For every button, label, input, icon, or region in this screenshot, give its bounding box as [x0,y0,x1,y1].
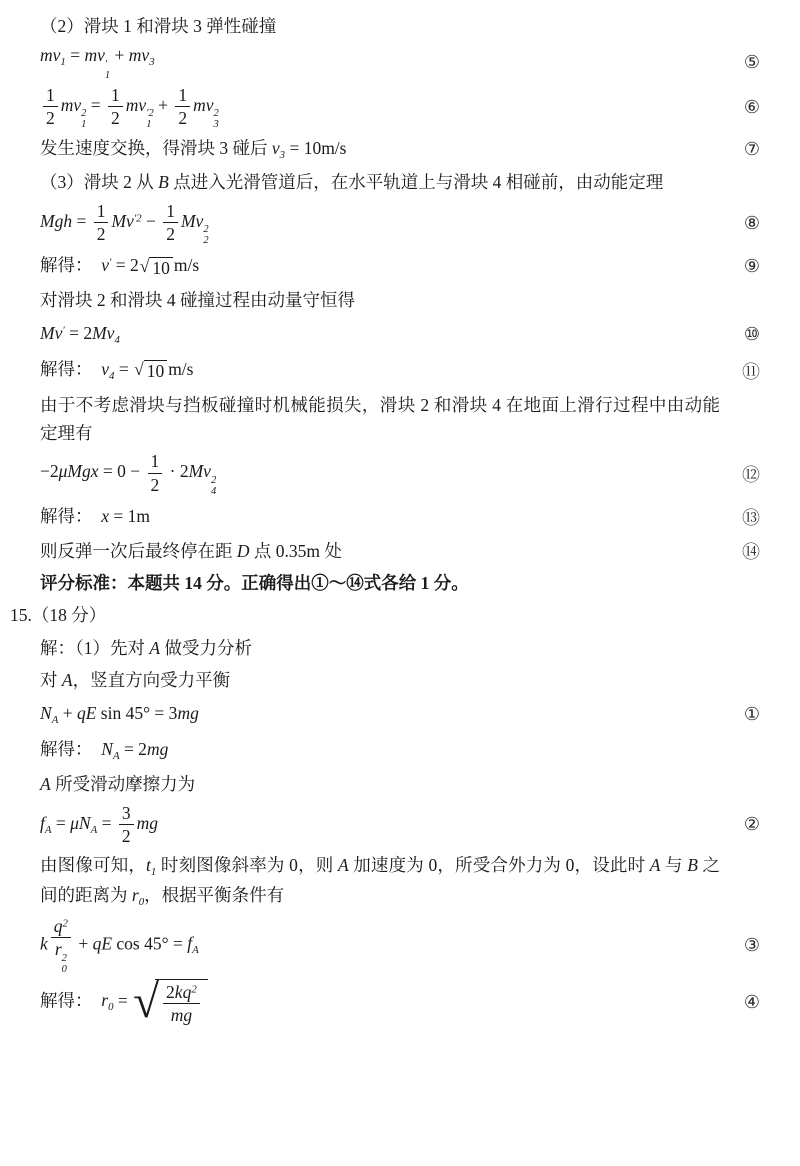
text-run: 3 [121,802,131,823]
radical-sign: √ [139,255,150,276]
math-sub: A [112,749,120,762]
text-run: = [113,990,133,1011]
math-var [70,812,98,836]
math-sub: 0 [138,896,145,909]
math-sub: 4 [210,485,217,497]
math-supsub [62,953,67,975]
text-run: 解得： [40,505,102,526]
math-var [101,358,115,382]
sqrt-body [144,360,168,381]
math-var [128,45,155,69]
math-sup: ′ [109,256,112,269]
math-var [177,703,198,723]
fraction-numerator [163,201,178,224]
text-run: + [153,94,173,115]
text-run: = [114,358,134,379]
line-content [40,738,720,763]
math-var-letter: kq [174,981,192,1002]
solution-lines [10,12,760,1028]
text-run: 10 [152,257,170,278]
formula-line [40,355,760,387]
text-run: = 1m [109,505,151,526]
math-var [40,812,52,836]
text-line [40,168,760,196]
line-content [40,702,720,727]
fraction-denominator [108,107,123,129]
text-run: · 2 [165,461,189,482]
math-fraction [163,201,178,245]
fraction-numerator [119,803,134,826]
formula-line [40,44,760,80]
equation-number: ⑬ [742,507,760,528]
fraction-numerator [163,982,200,1005]
math-sub: 2 [203,235,209,247]
math-var-letter: Mgh [40,210,73,231]
text-run: 则反弹一次后最终停在距 [40,540,237,561]
math-var-letter: mv [193,94,214,115]
math-sub: 1 [60,56,66,69]
math-sub: A [90,823,98,836]
line-content [40,803,720,847]
equation-number: ⑥ [743,96,760,117]
text-run: 发生速度交换，得滑块 3 碰后 [40,138,272,159]
math-var-letter: q [53,915,63,936]
math-var-letter: f [187,933,193,954]
math-var [147,739,168,759]
formula-line [40,451,760,496]
math-var-letter: Mv [111,210,134,231]
math-var-letter: v [271,138,280,159]
text-run: 2 [166,981,175,1002]
math-var-letter: mv [125,94,147,115]
math-fraction [43,85,58,129]
math-var-letter: mg [146,738,169,759]
line-content [10,601,720,629]
text-run: 解得： [40,990,102,1011]
math-supsub [146,108,154,130]
math-var [60,94,87,131]
math-sub: A [192,944,199,956]
math-fraction [94,201,109,245]
fraction-denominator [52,938,70,974]
text-run: 1 [150,451,160,472]
math-var-letter: Mv [188,461,211,482]
math-var [101,255,111,275]
math-var [125,94,154,131]
sqrt-body [149,257,173,278]
equation-number: ⑦ [743,138,760,159]
math-sup: ′2 [133,212,142,225]
text-line [40,666,760,694]
text-run: 2 [166,224,175,245]
formula-line [40,916,760,975]
math-var [40,211,72,231]
line-content [40,569,720,597]
text-run: cos 45° = [112,933,188,954]
equation-number: ③ [743,934,760,955]
math-fraction [108,85,123,129]
text-run: = 2 [64,322,93,343]
math-var-letter: N [40,702,52,723]
text-run: 对 [40,670,62,691]
line-content [40,666,720,694]
math-sub: 3 [279,148,286,161]
text-run: 由于不考虑滑块与挡板碰撞时机械能损失，滑块 2 和滑块 4 在地面上滑行过程中由动能定理有 [40,394,720,443]
math-sub: 4 [109,369,115,382]
formula-line [40,698,760,730]
text-run: 1 [166,200,175,221]
math-var [137,813,158,833]
math-var [193,94,219,131]
math-var-letter: f [40,812,45,833]
text-line [40,851,760,912]
math-var-letter: t [146,855,151,876]
text-run: 由图像可知， [40,855,147,876]
fraction-denominator [148,474,163,496]
math-var [237,541,250,561]
text-run: = 2 [119,738,147,759]
line-content [40,770,720,798]
math-var [338,855,349,875]
fraction-denominator [175,107,190,129]
text-run: 解：（1）先对 [40,637,150,658]
math-var [59,461,99,481]
fraction-denominator [119,825,134,847]
math-var-letter: mg [170,1005,193,1026]
fraction-denominator [94,223,109,245]
math-var-letter: μN [70,812,91,833]
text-run: 点进入光滑管道后，在水平轨道上与滑块 4 相碰前，由动能定理 [168,172,664,193]
math-var [650,855,661,875]
math-sup: 2 [191,983,197,996]
math-supsub [203,224,208,246]
math-var-letter: N [101,738,113,759]
line-content [40,168,720,196]
text-run: m/s [173,255,200,276]
math-supsub [211,475,216,497]
equation-number: ⑩ [743,324,760,345]
text-line [40,634,760,662]
text-run: + [110,45,129,66]
math-fraction [163,982,200,1026]
text-line [40,537,760,565]
text-line [40,134,760,164]
math-var [40,45,66,69]
line-content [40,916,720,975]
equation-number: ⑭ [742,541,760,562]
text-run: 之间的距离为 [40,855,721,906]
math-var [171,1005,192,1025]
text-run: 2 [178,108,188,129]
math-var [62,670,73,690]
text-line [40,569,760,597]
fraction-denominator [43,107,58,129]
text-run: 时刻图像斜率为 0，则 [156,855,338,876]
text-run: 做受力分析 [160,637,252,658]
radical-sign: √ [133,975,160,1028]
text-run: 1 [46,84,55,105]
text-run: = 10m/s [285,138,347,159]
line-content [40,451,720,496]
formula-line [40,803,760,847]
text-run: 2 [121,826,131,847]
fraction-denominator [168,1004,195,1026]
math-var-letter: Mv [180,210,204,231]
line-content [40,134,720,164]
math-sub: 1 [146,119,152,131]
math-sup: ′2 [146,108,154,120]
formula-line [40,201,760,246]
math-var-letter: D [236,540,250,561]
math-var [101,506,109,526]
math-var-letter: r [101,990,109,1011]
text-line [40,12,760,40]
math-var [40,774,51,794]
text-run: 点 0.35m 处 [249,540,342,561]
text-run: 1 [178,84,188,105]
formula-line [40,250,760,282]
text-run: 1 [111,84,120,105]
equation-number: ⑨ [743,255,760,276]
math-var-letter: Mv [92,322,115,343]
math-var [175,982,197,1002]
math-var-letter: qE [92,933,113,954]
math-var-letter: A [40,774,51,795]
math-sub: 0 [108,1001,114,1014]
line-content [40,286,720,314]
math-var-letter: mv [60,94,82,115]
text-run: 解得： [40,738,102,759]
text-run: 评分标准：本题共 14 分。正确得出①～⑭式各给 1 分。 [40,573,469,594]
math-var-letter: v [101,255,110,276]
radical-sign: √ [134,359,144,380]
math-sub: 0 [61,963,67,975]
math-var [101,990,114,1014]
math-var [84,45,111,81]
math-sub: A [51,713,59,726]
text-run: + [58,702,77,723]
equation-number: ② [743,814,760,835]
math-var [93,933,112,953]
line-content [40,505,720,529]
math-var-letter: r [54,939,62,960]
text-run: （2）滑块 1 和滑块 3 弹性碰撞 [40,16,277,36]
math-var [77,703,96,723]
math-sqrt [134,360,167,381]
text-run: − [141,210,161,231]
math-sup: 2 [203,224,209,236]
text-run: = 0 − [98,461,145,482]
math-var-letter: B [158,172,169,193]
equation-number: ④ [743,991,760,1012]
math-var-letter: μMgx [58,461,99,482]
text-run: = [97,812,116,833]
math-var [131,885,145,909]
fraction-numerator [148,451,163,474]
math-var-letter: r [131,885,139,906]
math-var-letter: A [649,855,661,876]
math-sup: 2 [62,917,68,930]
math-sup: ′ [62,324,65,337]
math-var-letter: B [687,855,698,876]
math-var-letter: mv [40,45,61,66]
math-var [187,933,199,956]
math-var [180,210,209,247]
line-content [40,634,720,662]
formula-line [40,975,760,1028]
math-sub: A [44,823,52,836]
formula-line [40,734,760,766]
line-content [40,44,720,80]
text-run: 所受滑动摩擦力为 [50,774,196,795]
math-var [54,916,68,936]
math-var [101,738,120,762]
text-run: −2 [40,461,59,482]
line-content [40,537,720,565]
text-run: = [51,812,71,833]
math-sup: 2 [81,108,87,120]
math-var [188,461,217,497]
text-run: sin 45° = 3 [96,702,178,723]
math-sqrt [133,975,208,1028]
math-var-letter: mv [128,45,150,66]
math-var [271,138,286,161]
math-var [40,702,59,726]
text-run: = 2 [111,255,139,276]
math-var-letter: mg [136,812,158,833]
math-var-letter: x [101,505,110,526]
text-line [40,770,760,798]
text-run: 2 [46,108,55,129]
math-var [92,322,120,346]
math-sub: 3 [213,119,219,131]
line-content [40,201,720,246]
fraction-numerator [43,85,58,108]
math-var [40,933,48,953]
text-run: = [72,210,91,231]
math-var-letter: qE [76,702,97,723]
text-line [10,601,760,629]
text-run: 加速度为 0，所受合外力为 0，设此时 [348,855,650,876]
text-run: 解得： [40,358,102,379]
math-var [149,638,160,658]
equation-number: ⑪ [742,361,760,382]
math-var [158,172,169,192]
math-sup: 2 [210,474,217,486]
text-run: 对滑块 2 和滑块 4 碰撞过程由动量守恒得 [40,290,355,311]
text-run: 2 [96,224,106,245]
text-run: 15.（18 分） [10,605,107,626]
math-sub: 4 [114,333,120,346]
math-var [54,939,67,975]
sqrt-body [155,979,208,1026]
math-var [687,855,698,875]
math-var-letter: v [101,358,110,379]
formula-line [40,319,760,351]
fraction-numerator [175,85,190,108]
math-fraction [175,85,190,129]
math-sup: 2 [61,952,67,964]
line-content [40,322,720,347]
fraction-numerator [108,85,123,108]
text-run: ，竖直方向受力平衡 [72,670,231,691]
fraction-numerator [51,916,71,939]
line-content [40,851,720,912]
math-var-letter: A [337,855,349,876]
text-run: 2 [111,108,120,129]
text-run: m/s [168,358,194,379]
text-run: ，根据平衡条件有 [144,885,285,906]
fraction-denominator [163,223,178,245]
text-run: + [73,933,93,954]
math-var [40,323,65,343]
line-content [40,12,720,40]
line-content [40,85,720,130]
math-supsub [214,108,219,130]
math-var [111,211,141,231]
math-sqrt [140,257,173,278]
text-run: （3）滑块 2 从 [40,172,159,193]
equation-number: ⑧ [743,212,760,233]
line-content [40,254,720,278]
text-run: 10 [146,361,165,382]
math-fraction [51,916,71,975]
text-run: = [65,45,85,66]
formula-line [40,85,760,130]
text-run: = [86,94,106,115]
equation-number: ① [743,703,760,724]
equation-number: ⑤ [743,51,760,72]
text-line [40,286,760,314]
math-var [146,855,157,878]
math-var-letter: k [40,933,48,954]
line-content [40,358,720,383]
math-var-letter: Mv [40,322,63,343]
math-sup: 2 [213,108,219,120]
math-fraction [148,451,163,495]
line-content [40,391,720,448]
text-run: 与 [660,855,688,876]
equation-number: ⑫ [742,464,760,485]
text-run: 1 [96,200,106,221]
math-sub: 3 [149,56,155,69]
math-sup: ′ [104,58,108,70]
fraction-numerator [94,201,109,224]
math-var-letter: mg [177,702,199,723]
math-var-letter: mv [84,45,105,66]
math-var-letter: A [61,670,73,691]
math-sub: 1 [81,119,87,131]
line-content [40,975,720,1028]
math-var-letter: A [149,637,161,658]
math-sub: 1 [150,865,157,878]
text-line [40,391,760,448]
text-run: 2 [150,474,160,495]
math-sub: 1 [104,69,111,81]
math-fraction [119,803,134,847]
text-run: 解得： [40,255,102,276]
formula-line [40,501,760,533]
